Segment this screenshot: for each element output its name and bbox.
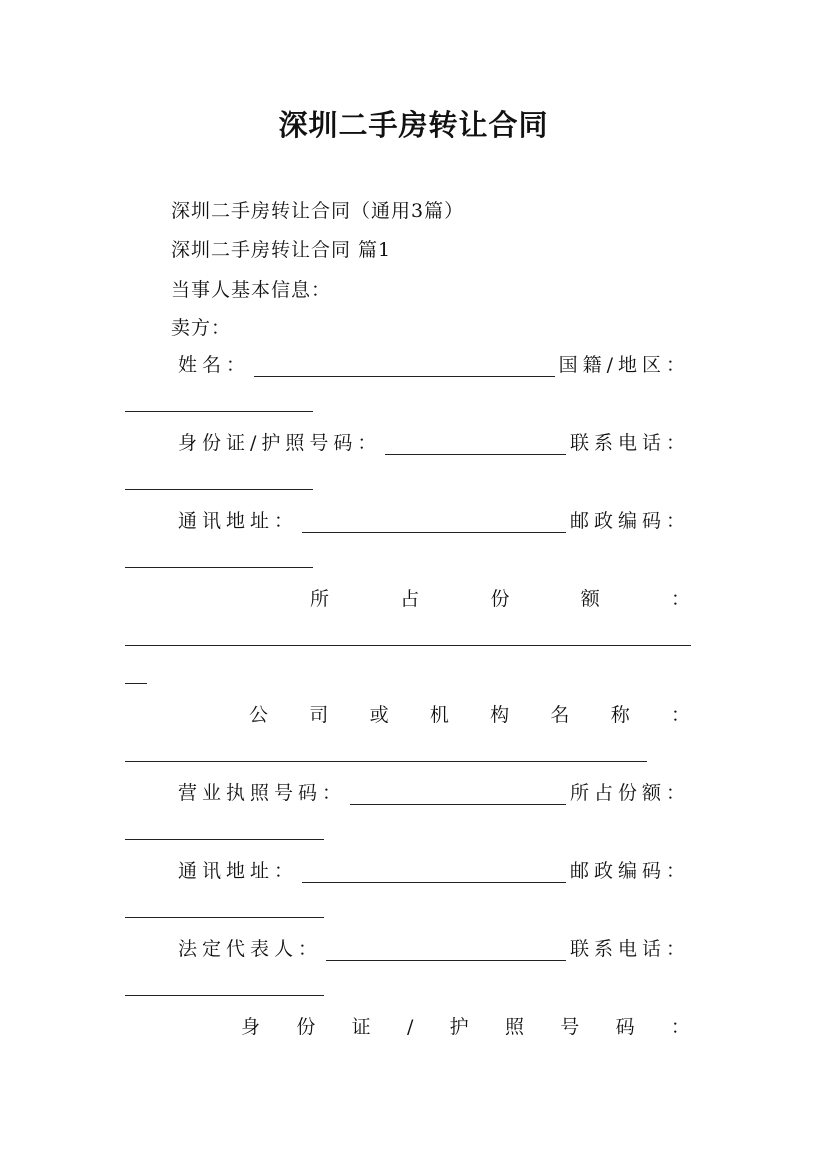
address2-blank[interactable] (302, 863, 566, 883)
share-blank[interactable] (125, 645, 691, 646)
id-char: 份 (296, 1016, 316, 1038)
phone2-label: 联系电话： (569, 938, 690, 960)
share-amount-blank[interactable] (125, 839, 324, 840)
share-char: 额 (580, 588, 600, 610)
id-char: 号 (560, 1016, 580, 1038)
share-blank-tail[interactable] (125, 683, 147, 684)
license-share-row (178, 781, 690, 805)
part-heading: 深圳二手房转让合同 篇1 (171, 239, 392, 261)
share-char: ： (670, 588, 690, 610)
id-number-blank[interactable] (385, 435, 566, 455)
section-label: 当事人基本信息： (171, 279, 332, 301)
company-char: ： (670, 704, 690, 726)
share-char: 占 (400, 588, 420, 610)
id-char: / (406, 1016, 414, 1038)
nationality-label: 国籍/地区： (558, 354, 690, 376)
id-char: 码 (615, 1016, 635, 1038)
address-blank[interactable] (302, 513, 566, 533)
contract-title: 深圳二手房转让合同 (278, 108, 549, 142)
company-char: 称 (610, 704, 630, 726)
share-char: 所 (310, 588, 330, 610)
legalrep-phone2-row (178, 937, 690, 961)
share-label: 所占份额： (569, 782, 690, 804)
name-label: 姓名： (178, 354, 251, 376)
name-nationality-row (178, 353, 690, 377)
address2-postcode2-row (178, 859, 690, 883)
id-char: 证 (351, 1016, 371, 1038)
postcode-blank[interactable] (125, 567, 313, 568)
company-char: 机 (429, 704, 449, 726)
phone-label: 联系电话： (569, 432, 690, 454)
postcode-label: 邮政编码： (569, 510, 690, 532)
document-subtitle: 深圳二手房转让合同（通用3篇） (171, 200, 465, 222)
address2-label: 通讯地址： (178, 860, 299, 882)
phone-blank[interactable] (125, 489, 313, 490)
postcode2-label: 邮政编码： (569, 860, 690, 882)
nationality-blank[interactable] (125, 411, 313, 412)
postcode2-blank[interactable] (125, 917, 324, 918)
license-blank[interactable] (350, 785, 566, 805)
company-char: 公 (249, 704, 269, 726)
address-postcode-row (178, 509, 690, 533)
company-row (249, 703, 690, 727)
phone2-blank[interactable] (125, 995, 324, 996)
id-char: 照 (504, 1016, 524, 1038)
name-blank[interactable] (254, 357, 555, 377)
company-blank[interactable] (125, 761, 647, 762)
id-char: ： (670, 1016, 690, 1038)
share-row (310, 587, 690, 611)
address-label: 通讯地址： (178, 510, 299, 532)
share-char: 份 (490, 588, 510, 610)
company-char: 名 (550, 704, 570, 726)
id-row (241, 1015, 690, 1039)
legal-rep-blank[interactable] (326, 941, 566, 961)
legal-rep-label: 法定代表人： (178, 938, 323, 960)
id-char: 护 (449, 1016, 469, 1038)
seller-label: 卖方： (171, 317, 232, 339)
id-phone-row (178, 431, 690, 455)
id-number-label: 身份证/护照号码： (178, 432, 382, 454)
license-label: 营业执照号码： (178, 782, 347, 804)
id-char: 身 (241, 1016, 261, 1038)
company-char: 司 (309, 704, 329, 726)
company-char: 构 (490, 704, 510, 726)
company-char: 或 (369, 704, 389, 726)
